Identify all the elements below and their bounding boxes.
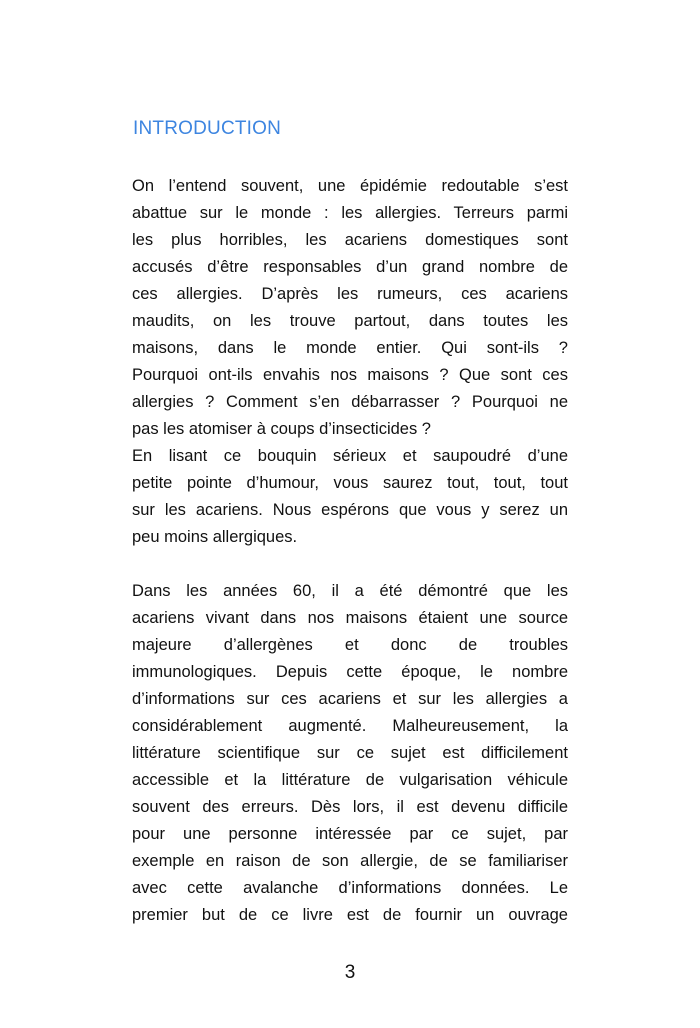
text-line: littérature scientifique sur ce sujet est difficilement — [132, 744, 568, 762]
section-heading: INTRODUCTION — [133, 118, 282, 139]
text-line: acariens vivant dans nos maisons étaient une source — [132, 609, 568, 627]
text-line: petite pointe d’humour, vous saurez tout, tout, tout — [132, 474, 568, 492]
text-line: premier but de ce livre est de fournir un ouvrage — [132, 906, 568, 924]
text-line: considérablement augmenté. Malheureusement, la — [132, 717, 568, 735]
paragraph-1 — [132, 173, 568, 551]
text-line: En lisant ce bouquin sérieux et saupoudré d’une — [132, 447, 568, 465]
text-line: avec cette avalanche d’informations données. Le — [132, 879, 568, 897]
text-line: Dans les années 60, il a été démontré que les — [132, 582, 568, 600]
text-line: maisons, dans le monde entier. Qui sont-ils ? — [132, 339, 568, 357]
text-line: souvent des erreurs. Dès lors, il est devenu difficile — [132, 798, 568, 816]
text-line: On l’entend souvent, une épidémie redoutable s’est — [132, 177, 568, 195]
text-line: Pourquoi ont-ils envahis nos maisons ? Que sont ces — [132, 366, 568, 384]
text-line: peu moins allergiques. — [132, 528, 298, 546]
text-line: les plus horribles, les acariens domestiques sont — [132, 231, 568, 249]
text-line: maudits, on les trouve partout, dans toutes les — [132, 312, 568, 330]
paragraph-2 — [132, 578, 568, 929]
text-line: exemple en raison de son allergie, de se familiariser — [132, 852, 568, 870]
text-line: d’informations sur ces acariens et sur les allergies a — [132, 690, 568, 708]
text-line: accusés d’être responsables d’un grand nombre de — [132, 258, 568, 276]
text-line: allergies ? Comment s’en débarrasser ? Pourquoi ne — [132, 393, 568, 411]
text-line: accessible et la littérature de vulgarisation véhicule — [132, 771, 568, 789]
text-line: pour une personne intéressée par ce sujet, par — [132, 825, 568, 843]
text-line: majeure d’allergènes et donc de troubles — [132, 636, 568, 654]
text-line: immunologiques. Depuis cette époque, le nombre — [132, 663, 568, 681]
text-line: sur les acariens. Nous espérons que vous y serez un — [132, 501, 568, 519]
text-line: abattue sur le monde : les allergies. Terreurs parmi — [132, 204, 568, 222]
text-line: pas les atomiser à coups d’insecticides ? — [132, 420, 431, 438]
page-number: 3 — [344, 962, 356, 983]
text-line: ces allergies. D’après les rumeurs, ces acariens — [132, 285, 568, 303]
